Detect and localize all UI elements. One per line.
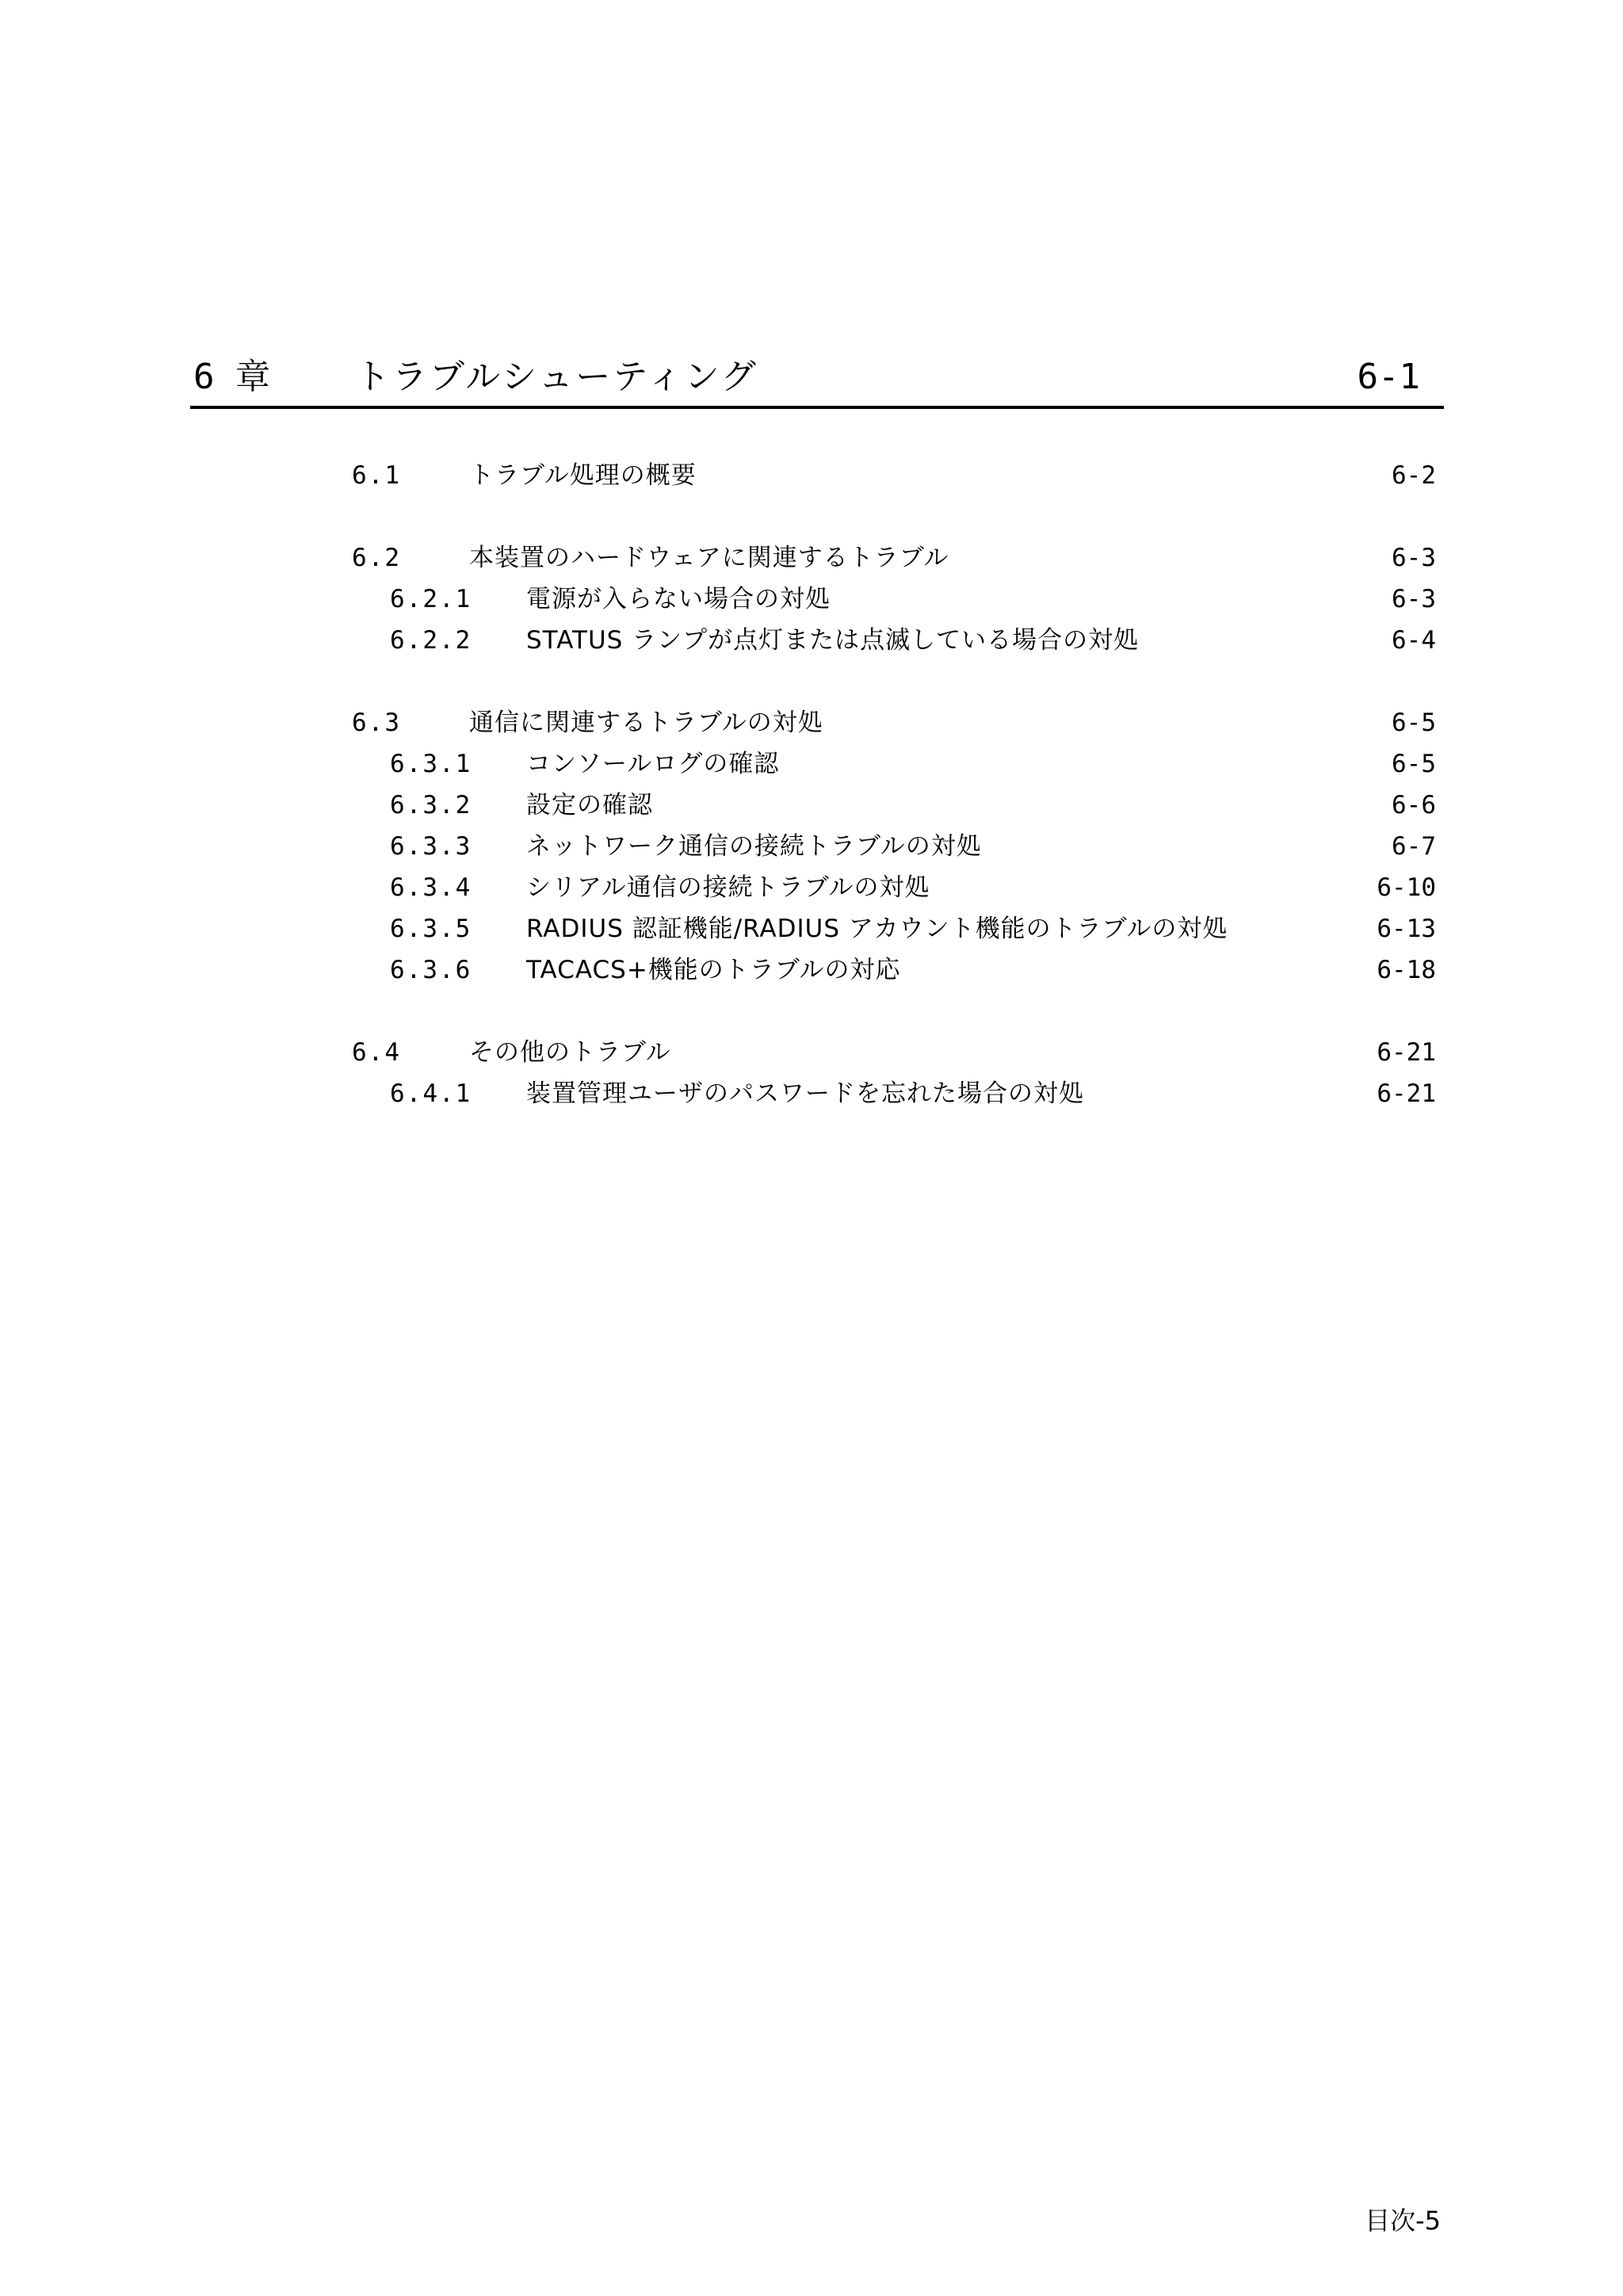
toc-entry-6-2-1[interactable] (0, 582, 1623, 617)
section-number: 6.3.5 (390, 915, 472, 943)
section-title: STATUS ランプが点灯または点滅している場合の対処 (526, 626, 1140, 655)
section-number: 6.3.4 (390, 873, 472, 902)
toc-entry-6-3-3[interactable] (0, 829, 1623, 864)
section-number: 6.2 (352, 544, 401, 572)
section-title: トラブル処理の概要 (469, 461, 697, 490)
section-number: 6.1 (352, 461, 401, 490)
page-footer-number: 目次-5 (1365, 2206, 1441, 2236)
toc-entry-6-3[interactable] (0, 705, 1623, 740)
section-page: 6-6 (1392, 791, 1436, 819)
toc-entry-6-1[interactable] (0, 458, 1623, 493)
section-title: 電源が入らない場合の対処 (526, 585, 831, 613)
section-page: 6-18 (1377, 956, 1436, 984)
toc-entry-6-3-4[interactable] (0, 870, 1623, 905)
section-page: 6-21 (1377, 1038, 1436, 1067)
section-title: TACACS+機能のトラブルの対応 (526, 956, 901, 984)
toc-entry-6-4[interactable] (0, 1035, 1623, 1070)
section-title: コンソールログの確認 (526, 750, 780, 778)
chapter-page[interactable]: 6-1 (1357, 357, 1420, 397)
section-page: 6-10 (1377, 873, 1436, 902)
section-page: 6-4 (1392, 626, 1436, 655)
section-number: 6.2.1 (390, 585, 472, 613)
section-title: 通信に関連するトラブルの対処 (469, 709, 823, 737)
chapter-number: 6 章 (193, 357, 270, 397)
section-title: その他のトラブル (469, 1038, 671, 1067)
section-number: 6.3.1 (390, 750, 472, 778)
section-page: 6-3 (1392, 544, 1436, 572)
section-page: 6-5 (1392, 750, 1436, 778)
toc-entry-6-3-1[interactable] (0, 747, 1623, 781)
section-number: 6.3.2 (390, 791, 472, 819)
section-number: 6.2.2 (390, 626, 472, 655)
toc-entry-6-2-2[interactable] (0, 623, 1623, 658)
toc-entry-6-3-6[interactable] (0, 953, 1623, 988)
section-page: 6-5 (1392, 709, 1436, 737)
toc-entry-6-4-1[interactable] (0, 1076, 1623, 1111)
toc-entry-6-3-5[interactable] (0, 911, 1623, 946)
section-title: RADIUS 認証機能/RADIUS アカウント機能のトラブルの対処 (526, 915, 1228, 943)
toc-entry-6-3-2[interactable] (0, 788, 1623, 823)
section-number: 6.3.3 (390, 832, 472, 861)
section-number: 6.4 (352, 1038, 401, 1067)
section-title: シリアル通信の接続トラブルの対処 (526, 873, 930, 902)
section-number: 6.3 (352, 709, 401, 737)
toc-entry-6-2[interactable] (0, 541, 1623, 575)
section-title: 装置管理ユーザのパスワードを忘れた場合の対処 (526, 1079, 1084, 1108)
section-title: 設定の確認 (526, 791, 653, 819)
section-page: 6-13 (1377, 915, 1436, 943)
section-page: 6-7 (1392, 832, 1436, 861)
section-number: 6.3.6 (390, 956, 472, 984)
section-page: 6-2 (1392, 461, 1436, 490)
section-page: 6-21 (1377, 1079, 1436, 1108)
section-title: ネットワーク通信の接続トラブルの対処 (526, 832, 982, 861)
section-title: 本装置のハードウェアに関連するトラブル (469, 544, 949, 572)
section-number: 6.4.1 (390, 1079, 472, 1108)
chapter-title: トラブルシューティング (355, 357, 758, 397)
section-page: 6-3 (1392, 585, 1436, 613)
